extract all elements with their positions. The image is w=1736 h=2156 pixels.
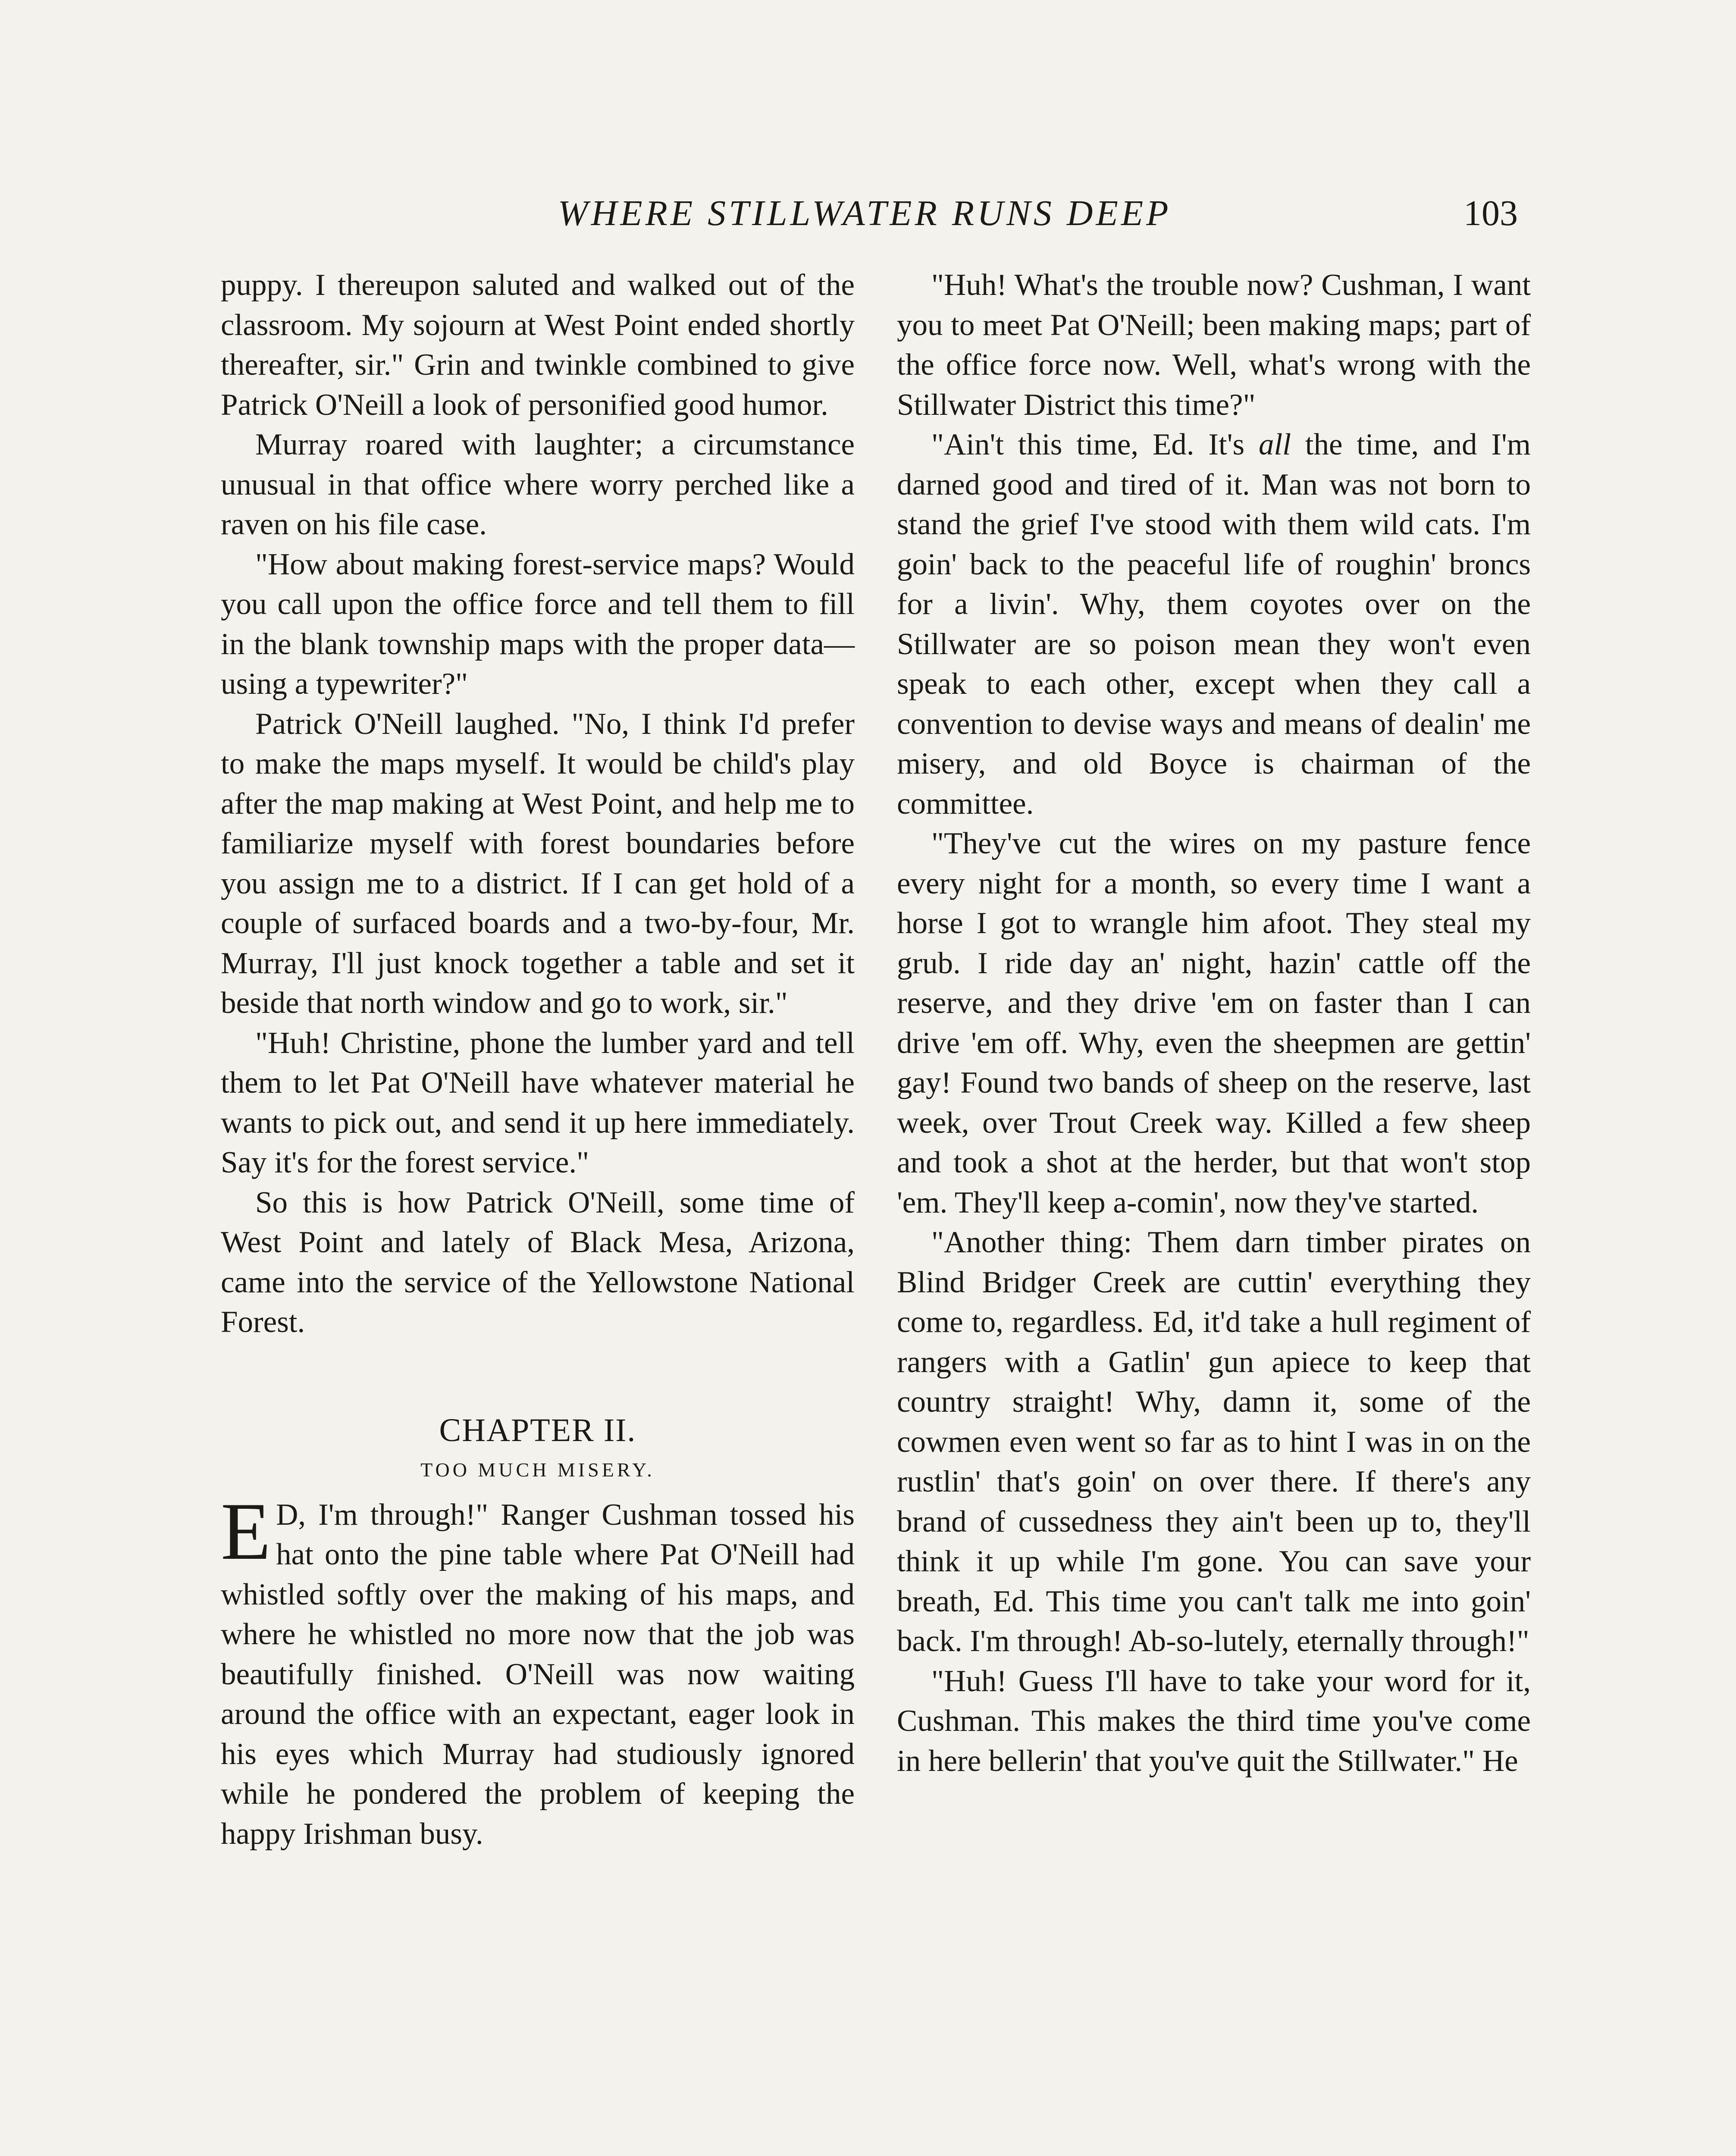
- chapter-title: TOO MUCH MISERY.: [420, 1458, 655, 1481]
- paragraph: "Another thing: Them darn timber pirates on Blind Bridger Creek are cuttin' everything they come to, regardless. Ed, it'd take a hull regiment of rangers with a Gatlin' gun apiece to keep that country straight! Why, damn it, some of the cowmen even went so far as to hint I was in on the rustlin' that's goin' on over there. If there's any brand of cussedness they ain't been up to, they'll think it up while I'm gone. You can save your breath, Ed. This time you can't talk me into goin' back. I'm through! Ab-so-lutely, eternally through!": [897, 1225, 1531, 1658]
- paragraph: So this is how Patrick O'Neill, some time of West Point and lately of Black Mesa, Arizona, came into the service of the Yellowstone National Forest.: [221, 1185, 855, 1339]
- paragraph: "Huh! Guess I'll have to take your word for it, Cushman. This makes the third time you've come in here bellerin' that you've quit the Stillwater." He: [897, 1664, 1531, 1778]
- paragraph: puppy. I thereupon saluted and walked out of the classroom. My sojourn at West Point ended shortly thereafter, sir." Grin and twinkle combined to give Patrick O'Neill a look of personified good humor.: [221, 268, 855, 422]
- paragraph: Murray roared with laughter; a circumstance unusual in that office where worry perched like a raven on his file case.: [221, 428, 855, 541]
- chapter-heading: CHAPTER II.: [439, 1412, 636, 1448]
- drop-cap: E: [221, 1486, 271, 1577]
- paragraph: "Huh! Christine, phone the lumber yard and tell them to let Pat O'Neill have whatever material he wants to pick out, and send it up here immediately. Say it's for the forest service.": [221, 1026, 855, 1179]
- paragraph: "Huh! What's the trouble now? Cushman, I want you to meet Pat O'Neill; been making maps; part of the office force now. Well, what's wrong with the Stillwater District this time?": [897, 268, 1531, 422]
- paragraph: [897, 425, 1531, 824]
- paragraph-text: the time, and I'm darned good and tired of it. Man was not born to stand the grief I've stood with them wild cats. I'm goin' back to the peaceful life of roughin' broncs for a livin'. Why, them coyotes over on the Stillwater are so poison mean they won't even speak to each other, except when they call a convention to devise ways and means of dealin' me misery, and old Boyce is chairman of the committee.: [897, 428, 1531, 821]
- paragraph-text: "Ain't this time, Ed. It's: [931, 428, 1259, 461]
- left-column: [221, 265, 855, 1854]
- right-column: [897, 265, 1531, 1781]
- page-number: 103: [1463, 193, 1518, 233]
- paragraph: "How about making forest-service maps? Would you call upon the office force and tell them to fill in the blank township maps with the proper data—using a typewriter?": [221, 547, 855, 701]
- running-header: [211, 185, 1518, 241]
- paragraph-text: D, I'm through!" Ranger Cushman tossed his hat onto the pine table where Pat O'Neill had whistled softly over the making of his maps, and where he whistled no more now that the job was beautifully finished. O'Neill was now waiting around the office with an expectant, eager look in his eyes which Murray had studiously ignored while he pondered the problem of keeping the happy Irishman busy.: [221, 1498, 855, 1851]
- paragraph: Patrick O'Neill laughed. "No, I think I'd prefer to make the maps myself. It would be child's play after the map making at West Point, and help me to familiarize myself with forest boundaries before you assign me to a district. If I can get hold of a couple of surfaced boards and a two-by-four, Mr. Murray, I'll just knock together a table and set it beside that north window and go to work, sir.": [221, 707, 855, 1020]
- running-title: WHERE STILLWATER RUNS DEEP: [558, 193, 1172, 233]
- chapter-opening-paragraph: [221, 1486, 855, 1854]
- emphasis-text: all: [1258, 428, 1291, 461]
- paragraph: "They've cut the wires on my pasture fence every night for a month, so every time I want a horse I got to wrangle him afoot. They steal my grub. I ride day an' night, hazin' cattle off the reserve, and they drive 'em on faster than I can drive 'em off. Why, even the sheepmen are gettin' gay! Found two bands of sheep on the reserve, last week, over Trout Creek way. Killed a few sheep and took a shot at the herder, but that won't stop 'em. They'll keep a-comin', now they've started.: [897, 827, 1531, 1219]
